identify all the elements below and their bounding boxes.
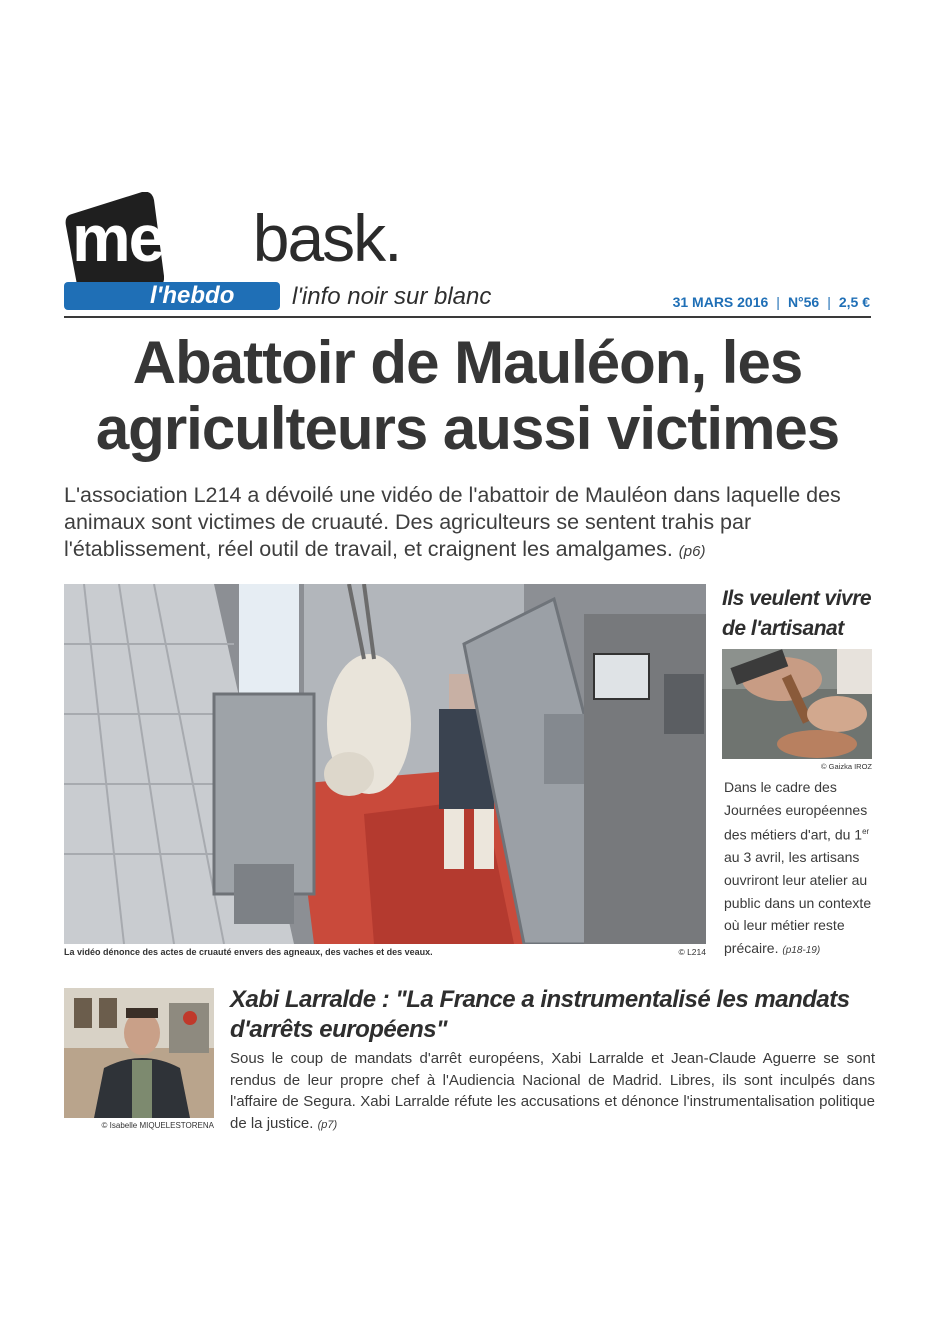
issue-meta [640,294,870,310]
second-story-text [230,1048,875,1136]
lead-photo[interactable] [64,584,706,944]
lead-page-ref[interactable]: (p6) [678,543,706,560]
lead-photo-caption: La vidéo dénonce des actes de cruauté envers des agneaux, des vaches et des veaux. [64,947,433,957]
second-story-title[interactable]: Xabi Larralde : "La France a instrumentalisé les mandats d'arrêts européens" [230,986,850,1043]
logo-thin: bask. [252,201,401,275]
sidebar-title[interactable]: Ils veulent vivre de l'artisanat [722,587,872,640]
sidebar-page-ref[interactable]: (p18-19) [782,944,821,956]
logo-wordmark [72,198,401,278]
issue-number: N°56 [787,294,820,310]
second-story-photo[interactable] [64,988,214,1118]
second-story-body: Sous le coup de mandats d'arrêt européens, Xabi Larralde et Jean-Claude Aguerre se sont rendus de leur propre chef à l'Audiencia Nacional de Madrid. Libres, ils sont inculpés dans l'affaire de Segura. Xabi Larralde réfute les accusations et dénonce l'instrumentalisation politique de la justice. [230,1050,875,1132]
hebdo-label: l'hebdo [150,282,235,309]
tagline: l'info noir sur blanc [292,283,492,310]
issue-date: 31 MARS 2016 [672,294,769,310]
sidebar-text [724,776,874,962]
issue-price: 2,5 € [838,294,870,310]
sidebar-text-part2: au 3 avril, les artisans ouvriront leur atelier au public dans un contexte où leur métier reste précaire. [724,849,872,956]
lead-headline[interactable]: Abattoir de Mauléon, les agriculteurs aussi victimes [95,329,840,462]
sidebar-photo[interactable] [722,649,872,759]
separator: | [827,294,831,310]
second-story-photo-credit: © Isabelle MIQUELESTORENA [101,1121,214,1130]
lead-standfirst [64,482,871,565]
sidebar-text-part1: Dans le cadre des Journées européennes des métiers d'art, du 1 [724,779,868,843]
sidebar-text-sup: er [862,827,870,837]
second-story-page-ref[interactable]: (p7) [317,1118,338,1131]
sidebar-photo-credit: © Gaizka IROZ [821,762,872,771]
lead-photo-credit: © L214 [678,947,706,957]
lead-standfirst-text: L'association L214 a dévoilé une vidéo de l'abattoir de Mauléon dans laquelle des animaux sont victimes de cruauté. Des agriculteurs se sentent trahis par l'établissement, réel outil de travail, et craignent les amalgames. [64,483,841,561]
separator: | [776,294,780,310]
logo-bold: media [72,201,253,275]
masthead-rule [64,316,871,318]
